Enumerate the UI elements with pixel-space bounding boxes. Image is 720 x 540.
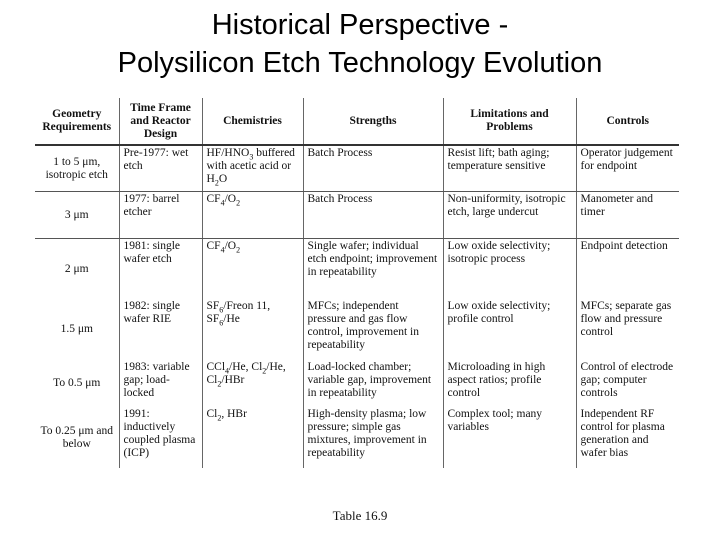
slide-title-line-1: Historical Perspective - bbox=[211, 9, 509, 41]
cell-timeframe: 1977: barrel etcher bbox=[119, 192, 202, 239]
cell-limitations: Low oxide selectivity; profile control bbox=[443, 299, 576, 360]
table-row bbox=[35, 192, 679, 239]
table-row bbox=[35, 299, 679, 360]
table-row bbox=[35, 145, 679, 192]
header-chemistries: Chemistries bbox=[202, 98, 303, 145]
cell-geometry: 3 μm bbox=[35, 192, 119, 239]
table-caption: Table 16.9 bbox=[332, 508, 388, 523]
cell-timeframe: 1982: single wafer RIE bbox=[119, 299, 202, 360]
cell-timeframe: 1991: inductively coupled plasma (ICP) bbox=[119, 407, 202, 468]
table-row bbox=[35, 238, 679, 299]
cell-strengths: Batch Process bbox=[303, 145, 443, 192]
cell-timeframe: Pre-1977: wet etch bbox=[119, 145, 202, 192]
cell-limitations: Non-uniformity, isotropic etch, large undercut bbox=[443, 192, 576, 239]
cell-strengths: Single wafer; individual etch endpoint; improvement in repeatability bbox=[303, 238, 443, 299]
header-controls: Controls bbox=[576, 98, 679, 145]
cell-geometry: 1 to 5 μm, isotropic etch bbox=[35, 145, 119, 192]
cell-limitations: Complex tool; many variables bbox=[443, 407, 576, 468]
table-header-row bbox=[35, 98, 679, 145]
cell-chemistries: $Cl_2$, HBr bbox=[202, 407, 303, 468]
cell-geometry: 1.5 μm bbox=[60, 323, 93, 336]
slide-title-line-2: Polysilicon Etch Technology Evolution bbox=[117, 47, 603, 79]
cell-geometry: To 0.25 μm and below bbox=[40, 424, 113, 450]
cell-timeframe: 1981: single wafer etch bbox=[119, 238, 202, 299]
table-row bbox=[35, 360, 679, 407]
cell-controls: Control of electrode gap; computer controls bbox=[576, 360, 679, 407]
cell-chemistries: $CF_4/O_2$ bbox=[202, 238, 303, 299]
header-geometry: Geometry Requirements bbox=[35, 98, 119, 145]
cell-chemistries: CCl$_4$/He, $Cl_2/He$, $Cl_2$/HBr bbox=[202, 360, 303, 407]
cell-strengths: Load-locked chamber; variable gap, improvement in repeatability bbox=[303, 360, 443, 407]
cell-controls: Endpoint detection bbox=[576, 238, 679, 299]
slide-title bbox=[0, 6, 720, 82]
table-row bbox=[35, 407, 679, 468]
cell-limitations: Resist lift; bath aging; temperature sensitive bbox=[443, 145, 576, 192]
cell-controls: Independent RF control for plasma generation and wafer bias bbox=[576, 407, 679, 468]
cell-geometry: To 0.5 μm bbox=[53, 377, 101, 390]
cell-controls: MFCs; separate gas flow and pressure control bbox=[576, 299, 679, 360]
cell-strengths: High-density plasma; low pressure; simple gas mixtures, improvement in repeatability bbox=[303, 407, 443, 468]
cell-controls: Manometer and timer bbox=[576, 192, 679, 239]
cell-limitations: Microloading in high aspect ratios; profile control bbox=[443, 360, 576, 407]
cell-timeframe: 1983: variable gap; load-locked bbox=[119, 360, 202, 407]
cell-chemistries: $SF_6$/Freon 11, $SF_6/He$ bbox=[202, 299, 303, 360]
header-strengths: Strengths bbox=[303, 98, 443, 145]
cell-controls: Operator judgement for endpoint bbox=[576, 145, 679, 192]
cell-chemistries: $CF_4/O_2$ bbox=[202, 192, 303, 239]
header-limitations: Limitations and Problems bbox=[443, 98, 576, 145]
cell-strengths: MFCs; independent pressure and gas flow control, improvement in repeatability bbox=[303, 299, 443, 360]
cell-geometry: 2 μm bbox=[64, 262, 89, 275]
cell-strengths: Batch Process bbox=[303, 192, 443, 239]
cell-limitations: Low oxide selectivity; isotropic process bbox=[443, 238, 576, 299]
header-timeframe: Time Frame and Reactor Design bbox=[119, 98, 202, 145]
etch-evolution-table bbox=[35, 98, 679, 468]
cell-chemistries: $HF/HNO_3$ buffered with acetic acid or $H_2O$ bbox=[202, 145, 303, 192]
